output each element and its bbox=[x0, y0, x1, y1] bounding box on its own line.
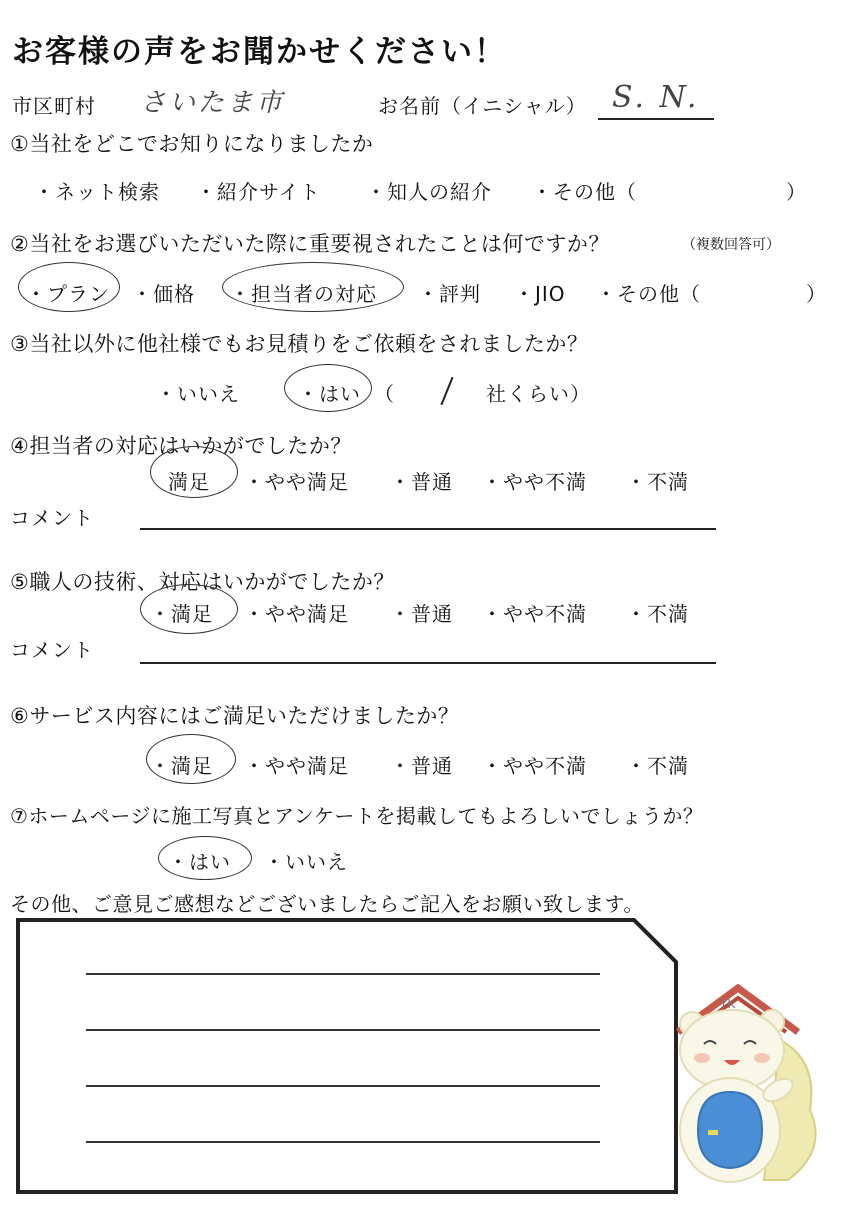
q7-option-yes[interactable]: ・はい bbox=[168, 850, 231, 874]
q5-option-unsatisfied[interactable]: ・不満 bbox=[626, 602, 689, 626]
q6-option-normal[interactable]: ・普通 bbox=[390, 754, 453, 778]
q5-option-normal[interactable]: ・普通 bbox=[390, 602, 453, 626]
q5-option-somewhat-satisfied[interactable]: ・やや満足 bbox=[244, 602, 349, 626]
name-value[interactable]: S. N. bbox=[612, 80, 700, 115]
mascot-badge: YK bbox=[720, 997, 736, 1011]
comment-box[interactable] bbox=[14, 914, 680, 1196]
q5-option-somewhat-unsatisfied[interactable]: ・やや不満 bbox=[482, 602, 587, 626]
q1-option-site[interactable]: ・紹介サイト bbox=[196, 180, 321, 204]
bear-mascot-icon bbox=[668, 980, 838, 1192]
q3-option-yes[interactable]: ・はい bbox=[298, 382, 361, 406]
q5-comment-label: コメント bbox=[10, 638, 94, 662]
q2-option-price[interactable]: ・価格 bbox=[132, 282, 195, 306]
q4-question: ④担当者の対応はいかがでしたか？ bbox=[10, 434, 352, 458]
q6-option-satisfied[interactable]: ・満足 bbox=[150, 754, 213, 778]
q2-note: （複数回答可） bbox=[682, 237, 780, 253]
q2-question: ②当社をお選びいただいた際に重要視されたことは何ですか？ bbox=[10, 232, 610, 256]
q2-option-other[interactable]: ・その他（ bbox=[596, 282, 701, 306]
q1-option-net[interactable]: ・ネット検索 bbox=[34, 180, 160, 204]
q2-option-jio[interactable]: ・JIO bbox=[514, 282, 566, 306]
q6-option-unsatisfied[interactable]: ・不満 bbox=[626, 754, 689, 778]
q4-option-satisfied[interactable]: 満足 bbox=[168, 470, 210, 494]
q4-comment-label: コメント bbox=[10, 506, 94, 530]
slash-mark bbox=[440, 377, 453, 406]
q3-option-no[interactable]: ・いいえ bbox=[156, 382, 240, 406]
city-label: 市区町村 bbox=[12, 94, 96, 118]
q3-open-paren: （ bbox=[374, 382, 395, 406]
q3-suffix: 社くらい） bbox=[486, 382, 591, 406]
q4-option-unsatisfied[interactable]: ・不満 bbox=[626, 470, 689, 494]
q4-option-normal[interactable]: ・普通 bbox=[390, 470, 453, 494]
q1-close-paren: ） bbox=[786, 180, 807, 204]
q5-option-satisfied[interactable]: ・満足 bbox=[150, 602, 213, 626]
q5-question: ⑤職人の技術、対応はいかがでしたか？ bbox=[10, 570, 395, 594]
q6-question: ⑥サービス内容にはご満足いただけましたか？ bbox=[10, 704, 460, 728]
q2-close-paren: ） bbox=[806, 282, 827, 306]
q1-option-friend[interactable]: ・知人の紹介 bbox=[366, 180, 492, 204]
city-value[interactable]: さいたま市 bbox=[140, 88, 286, 118]
page-title: お客様の声をお聞かせください！ bbox=[12, 34, 507, 70]
q4-option-somewhat-satisfied[interactable]: ・やや満足 bbox=[244, 470, 349, 494]
q4-option-somewhat-unsatisfied[interactable]: ・やや不満 bbox=[482, 470, 587, 494]
q2-option-staff[interactable]: ・担当者の対応 bbox=[230, 282, 377, 306]
q5-comment-line[interactable] bbox=[140, 662, 716, 664]
other-prompt: その他、ご意見ご感想などございましたらご記入をお願い致します。 bbox=[10, 892, 644, 916]
q4-comment-line[interactable] bbox=[140, 528, 716, 530]
q7-option-no[interactable]: ・いいえ bbox=[264, 850, 348, 874]
q2-option-reputation[interactable]: ・評判 bbox=[418, 282, 481, 306]
q7-question: ⑦ホームページに施工写真とアンケートを掲載してもよろしいでしょうか？ bbox=[10, 804, 704, 828]
q1-option-other[interactable]: ・その他（ bbox=[532, 180, 637, 204]
q6-option-somewhat-satisfied[interactable]: ・やや満足 bbox=[244, 754, 349, 778]
q6-option-somewhat-unsatisfied[interactable]: ・やや不満 bbox=[482, 754, 587, 778]
q2-option-plan[interactable]: ・プラン bbox=[26, 282, 110, 306]
name-label: お名前（イニシャル） bbox=[378, 94, 587, 118]
q3-question: ③当社以外に他社様でもお見積りをご依頼をされましたか？ bbox=[10, 332, 589, 356]
q1-question: ①当社をどこでお知りになりましたか bbox=[10, 132, 374, 156]
name-underline bbox=[598, 118, 714, 120]
